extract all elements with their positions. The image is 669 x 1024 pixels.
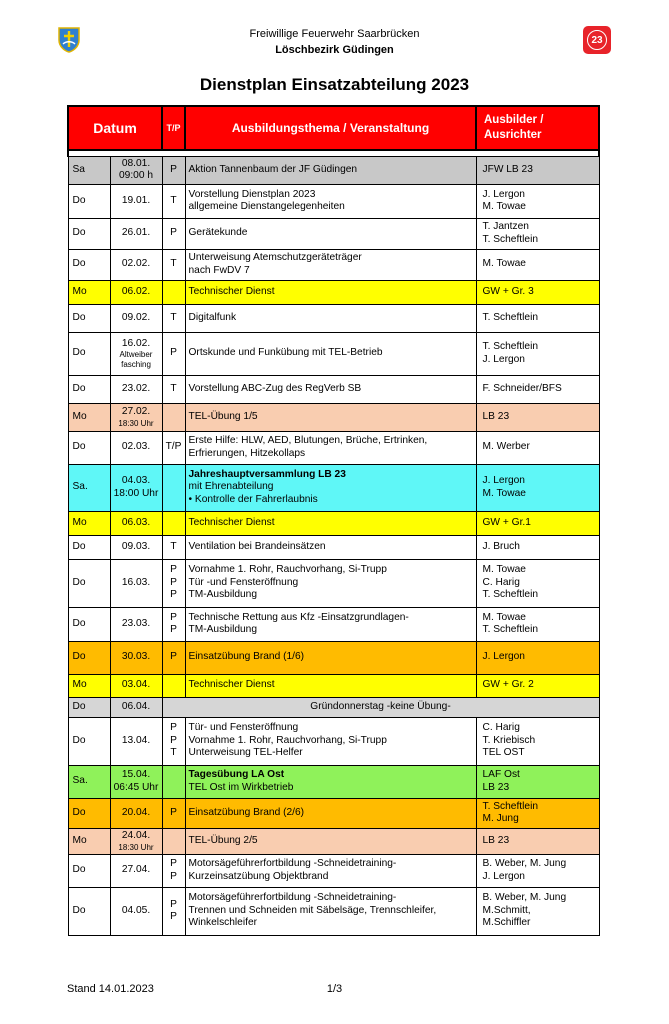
row-weekday: Do [68, 559, 110, 607]
row-date-line: 24.04. [121, 830, 151, 841]
footer-stand-date: Stand 14.01.2023 [67, 983, 154, 995]
row-date-line: 16.02. [121, 337, 151, 349]
row-instructor-line: J. Lergon [482, 870, 525, 882]
schedule-row [68, 798, 599, 828]
row-instructor [476, 332, 599, 375]
row-topic [185, 375, 476, 403]
row-topic-line: Erfrierungen, Hitzekollaps [188, 447, 306, 459]
row-topic-line: Aktion Tannenbaum der JF Güdingen [188, 163, 358, 175]
row-instructor-line: T. Scheftlein [482, 341, 538, 352]
row-instructor [476, 218, 599, 249]
row-type-line: T/P [165, 441, 182, 453]
row-instructor [476, 607, 599, 641]
column-header-topic: Ausbildungsthema / Veranstaltung [185, 106, 476, 150]
row-topic-line: Vornahme 1. Rohr, Rauchvorhang, Si-Trupp [188, 734, 387, 746]
row-weekday: Do [68, 184, 110, 218]
row-date [110, 607, 162, 641]
schedule-row [68, 464, 599, 511]
row-topic [185, 218, 476, 249]
row-date-line: 27.02. [121, 406, 151, 417]
row-topic-line: Winkelschleifer [188, 917, 258, 929]
column-header-date: Datum [68, 106, 162, 150]
row-instructor-line: LB 23 [482, 834, 510, 846]
row-weekday: Sa. [68, 464, 110, 511]
row-topic [185, 184, 476, 218]
row-topic-bold: Tagesübung LA Ost [188, 769, 285, 780]
row-type-line: P [170, 347, 177, 359]
row-topic-line: allgemeine Dienstangelegenheiten [188, 201, 345, 212]
row-weekday: Do [68, 887, 110, 935]
row-type [162, 828, 185, 854]
schedule-row [68, 535, 599, 559]
row-instructor-line: J. Lergon [482, 651, 525, 663]
schedule-row [68, 717, 599, 765]
row-instructor [476, 249, 599, 280]
schedule-row [68, 511, 599, 535]
schedule-row [68, 828, 599, 854]
row-topic-line: TEL Ost im Wirkbetrieb [188, 781, 294, 793]
row-instructor-line: T. Scheftlein [482, 624, 538, 635]
row-instructor-line: JFW LB 23 [482, 163, 533, 175]
row-weekday: Do [68, 697, 110, 717]
row-topic [185, 854, 476, 887]
row-weekday: Do [68, 375, 110, 403]
page-title: Dienstplan Einsatzabteilung 2023 [199, 75, 470, 94]
row-weekday: Sa [68, 156, 110, 184]
row-type [162, 717, 185, 765]
row-topic-line: Motorsägeführerfortbildung -Schneidetraining- [188, 892, 397, 904]
row-date-line: 13.04. [121, 734, 151, 746]
row-weekday: Do [68, 535, 110, 559]
row-instructor-line: T. Scheftlein [482, 589, 538, 601]
row-topic [185, 511, 476, 535]
row-topic [185, 828, 476, 854]
row-date [110, 717, 162, 765]
row-type-line: P [170, 576, 177, 588]
schedule-row [68, 304, 599, 332]
row-instructor [476, 641, 599, 674]
row-topic-line: • Kontrolle der Fahrerlaubnis [188, 493, 318, 505]
schedule-row [68, 156, 599, 184]
schedule-row [68, 431, 599, 464]
row-date-line: 15.04. [121, 769, 151, 780]
row-instructor [476, 887, 599, 935]
schedule-row [68, 184, 599, 218]
row-topic [185, 332, 476, 375]
row-date-line: 03.04. [121, 679, 151, 691]
row-instructor [476, 765, 599, 798]
row-instructor-line: C. Harig [482, 722, 520, 734]
row-type-line: P [170, 806, 177, 818]
schedule-table [67, 105, 600, 936]
row-instructor [476, 304, 599, 332]
row-date-line: 23.03. [121, 617, 151, 629]
row-instructor-line: B. Weber, M. Jung [482, 892, 567, 904]
row-date-line: 27.04. [121, 864, 151, 876]
row-type [162, 641, 185, 674]
row-date [110, 375, 162, 403]
row-date [110, 765, 162, 798]
row-date [110, 280, 162, 304]
row-weekday: Do [68, 798, 110, 828]
row-topic [185, 798, 476, 828]
row-topic-line: TEL-Übung 2/5 [188, 834, 258, 846]
schedule-row [68, 332, 599, 375]
row-date-line: 20.04. [121, 806, 151, 818]
row-weekday: Do [68, 332, 110, 375]
row-instructor-line: LAF Ost [482, 769, 520, 780]
row-type [162, 218, 185, 249]
row-date [110, 828, 162, 854]
holiday-note: Gründonnerstag -keine Übung- [162, 697, 599, 717]
row-topic [185, 431, 476, 464]
row-topic-line: Vorstellung ABC-Zug des RegVerb SB [188, 382, 362, 394]
table-header-row [68, 106, 599, 150]
row-type-line: P [170, 858, 177, 869]
schedule-row [68, 375, 599, 403]
row-instructor-line: TEL OST [482, 747, 525, 759]
row-date [110, 854, 162, 887]
row-date [110, 559, 162, 607]
schedule-row [68, 765, 599, 798]
schedule-row [68, 854, 599, 887]
schedule-row [68, 641, 599, 674]
row-instructor [476, 828, 599, 854]
row-type-line: P [170, 624, 177, 635]
row-weekday: Do [68, 717, 110, 765]
row-instructor-line: LB 23 [482, 781, 510, 793]
row-instructor-line: M. Towae [482, 564, 526, 576]
schedule-row [68, 887, 599, 935]
row-topic [185, 887, 476, 935]
row-type-line: P [170, 722, 177, 734]
row-type [162, 403, 185, 431]
row-date-line: 08.01. [121, 157, 151, 169]
row-type-line: P [170, 651, 177, 663]
column-header-instructor [476, 106, 599, 150]
row-date-line: 09:00 h [119, 170, 153, 181]
footer-page-number: 1/3 [326, 983, 343, 995]
row-type-line: T [170, 540, 177, 552]
schedule-row [68, 559, 599, 607]
row-date [110, 697, 162, 717]
row-date-note: 18:30 Uhr [118, 418, 154, 428]
row-topic-line: TM-Ausbildung [188, 589, 258, 601]
schedule-body [68, 150, 599, 935]
row-date-line: 23.02. [121, 382, 151, 394]
row-topic [185, 717, 476, 765]
row-type-line: P [170, 564, 177, 576]
row-instructor-line: LB 23 [482, 410, 510, 422]
row-date [110, 332, 162, 375]
row-topic [185, 535, 476, 559]
row-topic-line: Vorstellung Dienstplan 2023 [188, 188, 316, 200]
row-instructor-line: T. Kriebisch [482, 734, 536, 746]
row-date-line: 06.04. [121, 700, 151, 712]
row-instructor [476, 854, 599, 887]
row-instructor-line: B. Weber, M. Jung [482, 858, 567, 869]
row-topic-line: mit Ehrenabteilung [188, 481, 274, 493]
row-weekday: Mo [68, 674, 110, 697]
row-topic-line: Erste Hilfe: HLW, AED, Blutungen, Brüche, Ertrinken, [188, 435, 428, 446]
schedule-row [68, 218, 599, 249]
row-type [162, 854, 185, 887]
row-instructor-line: M. Towae [482, 258, 526, 270]
row-instructor-line: J. Lergon [482, 188, 525, 200]
row-topic [185, 464, 476, 511]
row-topic-line: Einsatzübung Brand (1/6) [188, 651, 305, 663]
row-instructor [476, 431, 599, 464]
row-weekday: Do [68, 854, 110, 887]
row-type [162, 765, 185, 798]
row-date-note: fasching [121, 359, 151, 369]
row-topic [185, 559, 476, 607]
row-topic-line: Trennen und Schneiden mit Säbelsäge, Trennschleifer, [188, 904, 437, 916]
row-date [110, 511, 162, 535]
row-instructor-line: M. Towae [482, 201, 526, 212]
row-instructor [476, 511, 599, 535]
row-instructor-line: GW + Gr.1 [482, 516, 531, 528]
row-instructor [476, 559, 599, 607]
row-weekday: Mo [68, 511, 110, 535]
row-date-line: 06.03. [121, 516, 151, 528]
row-topic [185, 280, 476, 304]
district-name: Löschbezirk Güdingen [275, 44, 394, 56]
schedule-row [68, 697, 599, 717]
row-date [110, 464, 162, 511]
row-topic [185, 765, 476, 798]
row-type-line: P [170, 870, 177, 882]
row-type [162, 375, 185, 403]
row-topic-line: Technischer Dienst [188, 679, 275, 691]
row-type [162, 249, 185, 280]
row-date-line: 18:00 Uhr [113, 487, 159, 499]
row-type [162, 156, 185, 184]
row-topic-line: Tür -und Fensteröffnung [188, 576, 299, 588]
row-date-note: Altweiber [119, 350, 153, 360]
row-instructor [476, 674, 599, 697]
row-type-line: T [170, 747, 177, 759]
row-instructor [476, 717, 599, 765]
row-instructor-line: T. Scheftlein [482, 233, 538, 245]
row-type-line: P [170, 589, 177, 601]
row-type-line: P [170, 227, 177, 239]
row-date-line: 26.01. [121, 227, 151, 239]
row-topic-line: TM-Ausbildung [188, 624, 258, 635]
row-instructor-line: C. Harig [482, 576, 520, 588]
row-instructor-line: T. Jantzen [482, 221, 529, 232]
row-type [162, 535, 185, 559]
row-date [110, 674, 162, 697]
row-topic-line: Gerätekunde [188, 227, 248, 239]
row-type [162, 559, 185, 607]
row-instructor [476, 184, 599, 218]
row-topic-line: Motorsägeführerfortbildung -Schneidetraining- [188, 858, 397, 869]
schedule-row [68, 403, 599, 431]
row-instructor [476, 280, 599, 304]
row-date-line: 06:45 Uhr [113, 781, 159, 793]
row-topic [185, 607, 476, 641]
row-date-line: 02.03. [121, 441, 151, 453]
row-type-line: T [170, 382, 177, 394]
row-date [110, 431, 162, 464]
row-date [110, 887, 162, 935]
row-weekday: Do [68, 431, 110, 464]
row-instructor-line: J. Lergon [482, 475, 525, 486]
row-topic-line: Ventilation bei Brandeinsätzen [188, 540, 326, 552]
column-header-instructor-line2: Ausrichter [484, 129, 542, 141]
row-date-note: 18:30 Uhr [118, 842, 154, 852]
row-date [110, 184, 162, 218]
row-instructor-line: J. Bruch [482, 540, 520, 552]
row-type [162, 332, 185, 375]
column-header-instructor-line1: Ausbilder / [484, 114, 544, 126]
row-type [162, 280, 185, 304]
row-instructor-line: M.Schiffler [482, 917, 531, 929]
row-topic [185, 304, 476, 332]
schedule-row [68, 674, 599, 697]
row-topic-line: TEL-Übung 1/5 [188, 410, 258, 422]
row-type-line: P [170, 611, 177, 623]
row-weekday: Do [68, 249, 110, 280]
row-topic-line: Unterweisung Atemschutzgeräteträger [188, 252, 362, 263]
row-date [110, 218, 162, 249]
row-weekday: Sa. [68, 765, 110, 798]
row-type [162, 798, 185, 828]
row-instructor [476, 535, 599, 559]
row-topic [185, 641, 476, 674]
row-instructor-line: GW + Gr. 3 [482, 285, 534, 297]
row-type-line: P [170, 734, 177, 746]
row-date-line: 02.02. [121, 258, 151, 270]
row-topic [185, 156, 476, 184]
row-topic-line: Digitalfunk [188, 311, 237, 323]
organization-name: Freiwillige Feuerwehr Saarbrücken [249, 28, 420, 40]
row-instructor-line: M.Schmitt, [482, 904, 531, 916]
row-instructor-line: M. Werber [482, 441, 530, 453]
row-topic-line: Einsatzübung Brand (2/6) [188, 806, 305, 818]
row-date [110, 403, 162, 431]
row-date-line: 19.01. [121, 194, 151, 206]
schedule-row [68, 280, 599, 304]
row-date-line: 30.03. [121, 651, 151, 663]
row-weekday: Do [68, 218, 110, 249]
row-date [110, 535, 162, 559]
row-topic [185, 403, 476, 431]
row-topic [185, 674, 476, 697]
row-weekday: Do [68, 304, 110, 332]
row-type-line: T [170, 311, 177, 323]
row-date-line: 04.05. [121, 904, 151, 916]
row-instructor [476, 464, 599, 511]
row-type [162, 607, 185, 641]
row-instructor-line: J. Lergon [482, 353, 525, 365]
schedule-row [68, 607, 599, 641]
row-instructor-line: F. Schneider/BFS [482, 382, 562, 394]
row-type-line: P [170, 898, 177, 910]
row-topic-line: nach FwDV 7 [188, 264, 250, 276]
row-type [162, 184, 185, 218]
row-instructor-line: T. Scheftlein [482, 800, 538, 812]
row-type [162, 511, 185, 535]
row-instructor-line: M. Towae [482, 487, 526, 499]
row-type-line: T [170, 194, 177, 206]
row-date [110, 641, 162, 674]
row-type [162, 887, 185, 935]
row-topic-bold: Jahreshauptversammlung LB 23 [188, 468, 346, 480]
row-weekday: Mo [68, 280, 110, 304]
row-topic-line: Technische Rettung aus Kfz -Einsatzgrundlagen- [188, 611, 409, 623]
row-weekday: Do [68, 607, 110, 641]
row-type-line: P [170, 163, 177, 175]
row-type [162, 304, 185, 332]
row-date-line: 16.03. [121, 576, 151, 588]
row-instructor-line: GW + Gr. 2 [482, 679, 534, 691]
row-topic-line: Technischer Dienst [188, 516, 275, 528]
column-header-tp: T/P [162, 106, 185, 150]
row-topic-line: Ortskunde und Funkübung mit TEL-Betrieb [188, 347, 383, 359]
row-date [110, 304, 162, 332]
schedule-row [68, 249, 599, 280]
row-topic-line: Kurzeinsatzübung Objektbrand [188, 870, 329, 882]
row-instructor-line: M. Jung [482, 813, 519, 824]
badge-number: 23 [587, 30, 607, 50]
row-topic [185, 249, 476, 280]
row-weekday: Mo [68, 828, 110, 854]
row-date-line: 09.03. [121, 540, 151, 552]
row-weekday: Mo [68, 403, 110, 431]
row-instructor-line: M. Towae [482, 611, 526, 623]
row-date-line: 06.02. [121, 285, 151, 297]
row-date-line: 09.02. [121, 311, 151, 323]
row-type-line: T [170, 258, 177, 270]
row-weekday: Do [68, 641, 110, 674]
row-topic-line: Vornahme 1. Rohr, Rauchvorhang, Si-Trupp [188, 564, 387, 576]
row-type [162, 674, 185, 697]
row-instructor [476, 375, 599, 403]
row-date-line: 04.03. [121, 475, 151, 486]
row-topic-line: Technischer Dienst [188, 285, 275, 297]
row-topic-line: Tür- und Fensteröffnung [188, 722, 299, 734]
row-type [162, 431, 185, 464]
row-date [110, 249, 162, 280]
row-topic-line: Unterweisung TEL-Helfer [188, 747, 303, 759]
row-date [110, 798, 162, 828]
row-date [110, 156, 162, 184]
row-type-line: P [170, 911, 177, 922]
row-type [162, 464, 185, 511]
row-instructor [476, 156, 599, 184]
row-instructor [476, 798, 599, 828]
row-instructor-line: T. Scheftlein [482, 311, 538, 323]
row-instructor [476, 403, 599, 431]
